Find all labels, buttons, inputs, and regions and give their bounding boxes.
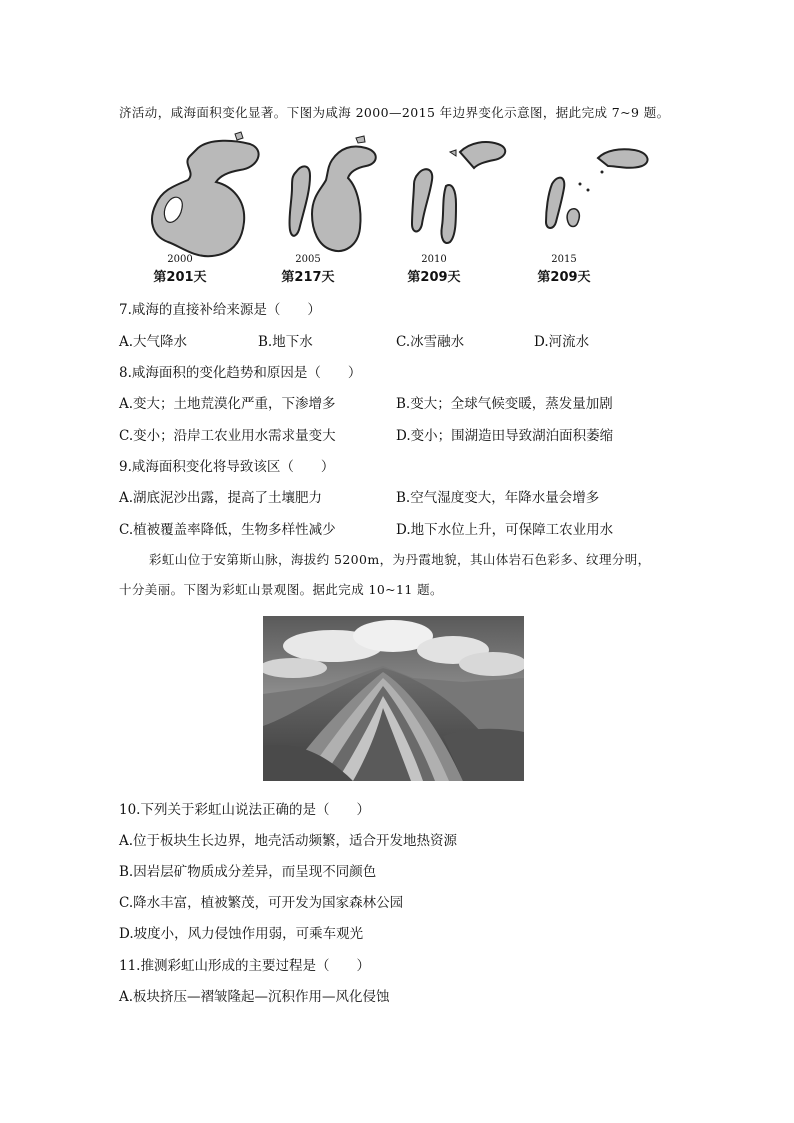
aral-map-2010 [400, 130, 520, 290]
question-8-option-b: B.变大；全球气候变暖，蒸发量加剧 [396, 396, 613, 412]
map-day-2010: 第209天 [407, 270, 461, 285]
map-year-2015: 2015 [551, 254, 577, 265]
aral-sea-boundary-figure [140, 130, 660, 290]
rainbow-mountain-photo [263, 616, 524, 781]
aral-map-2000 [140, 130, 260, 290]
question-8-option-d: D.变小；围湖造田导致湖泊面积萎缩 [396, 428, 614, 444]
aral-sea-shape-2015 [530, 130, 660, 265]
map-year-2000: 2000 [167, 254, 193, 265]
question-7-option-a: A.大气降水 [119, 334, 188, 350]
question-7-option-b: B.地下水 [258, 334, 313, 350]
question-7-option-d: D.河流水 [534, 334, 590, 350]
aral-map-2015 [530, 130, 650, 290]
intro-paragraph-2-line-2: 十分美丽。下图为彩虹山景观图。据此完成 10~11 题。 [119, 582, 443, 597]
map-year-2005: 2005 [295, 254, 321, 265]
aral-sea-shape-2010 [400, 130, 520, 265]
question-9-option-d: D.地下水位上升，可保障工农业用水 [396, 522, 614, 538]
question-10-option-c: C.降水丰富，植被繁茂，可开发为国家森林公园 [119, 895, 404, 911]
map-day-2000: 第201天 [153, 270, 207, 285]
question-9-option-b: B.空气湿度变大，年降水量会增多 [396, 490, 600, 506]
aral-map-2005 [270, 130, 390, 290]
aral-sea-shape-2005 [270, 130, 390, 265]
intro-paragraph-1: 济活动，咸海面积变化显著。下图为咸海 2000—2015 年边界变化示意图，据此完成 7~9 题。 [119, 105, 670, 120]
question-9-option-c: C.植被覆盖率降低，生物多样性减少 [119, 522, 336, 538]
question-10-stem: 10.下列关于彩虹山说法正确的是（ ） [119, 802, 370, 818]
question-9-option-a: A.湖底泥沙出露，提高了土壤肥力 [119, 490, 323, 506]
question-11-option-a: A.板块挤压—褶皱隆起—沉积作用—风化侵蚀 [119, 989, 390, 1005]
question-9-stem: 9.咸海面积变化将导致该区（ ） [119, 459, 335, 475]
question-8-option-a: A.变大；土地荒漠化严重，下渗增多 [119, 396, 336, 412]
question-8-stem: 8.咸海面积的变化趋势和原因是（ ） [119, 365, 362, 381]
question-10-option-d: D.坡度小，风力侵蚀作用弱，可乘车观光 [119, 926, 364, 942]
aral-sea-shape-2000 [140, 130, 260, 265]
map-day-2005: 第217天 [281, 270, 335, 285]
question-10-option-b: B.因岩层矿物质成分差异，而呈现不同颜色 [119, 864, 377, 880]
question-7-option-c: C.冰雪融水 [396, 334, 465, 350]
intro-paragraph-2-line-1: 彩虹山位于安第斯山脉，海拔约 5200m，为丹霞地貌，其山体岩石色彩多、纹理分明， [149, 552, 651, 567]
question-10-option-a: A.位于板块生长边界，地壳活动频繁，适合开发地热资源 [119, 833, 458, 849]
map-day-2015: 第209天 [537, 270, 591, 285]
question-8-option-c: C.变小；沿岸工农业用水需求量变大 [119, 428, 336, 444]
question-7-stem: 7.咸海的直接补给来源是（ ） [119, 302, 321, 318]
question-11-stem: 11.推测彩虹山形成的主要过程是（ ） [119, 958, 370, 974]
map-year-2010: 2010 [421, 254, 447, 265]
